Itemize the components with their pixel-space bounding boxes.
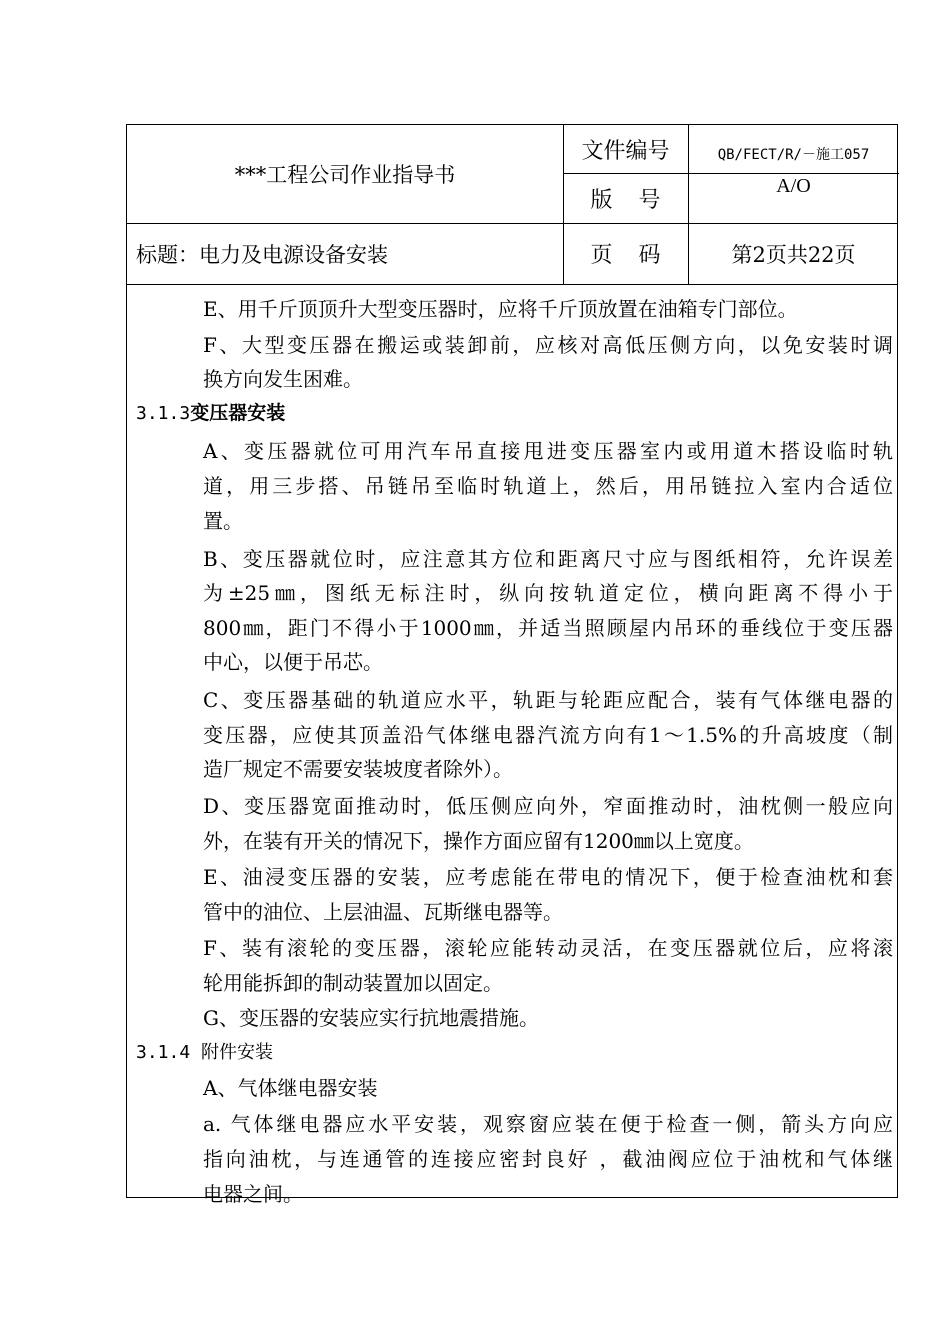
section-heading: 3.1.4 附件安装	[136, 1042, 274, 1063]
text-line: 为±25㎜，图纸无标注时，纵向按轨道定位，横向距离不得小于	[203, 581, 893, 605]
text-line: D、变压器宽面推动时，低压侧应向外，窄面推动时，油枕侧一般应向	[203, 794, 893, 818]
section-heading	[136, 398, 888, 425]
header-table	[127, 125, 897, 284]
version-value: A/O	[776, 175, 811, 197]
text-line: a. 气体继电器应水平安装，观察窗应装在便于检查一侧，箭头方向应	[203, 1112, 893, 1136]
text-line: B、变压器就位时，应注意其方位和距离尺寸应与图纸相符，允许误差	[203, 547, 893, 571]
text-line: 变压器，应使其顶盖沿气体继电器汽流方向有1～1.5%的升高坡度（制	[203, 723, 893, 747]
text-line: 换方向发生困难。	[203, 367, 363, 391]
text-line: 管中的油位、上层油温、瓦斯继电器等。	[203, 900, 563, 924]
text-line: 800㎜，距门不得小于1000㎜，并适当照顾屋内吊环的垂线位于变压器	[203, 616, 893, 640]
doc-no-value: QB/FECT/R/－施工057	[717, 146, 870, 163]
text-line: 中心，以便于吊芯。	[203, 650, 383, 674]
company-title: ***工程公司作业指导书	[234, 163, 456, 187]
text-line: 轮用能拆卸的制动装置加以固定。	[203, 971, 503, 995]
text-line: E、油浸变压器的安装，应考虑能在带电的情况下，便于检查油枕和套	[203, 865, 893, 889]
document-sheet	[126, 124, 898, 1206]
doc-no-label: 文件编号	[581, 138, 670, 164]
text-line: 道，用三步搭、吊链吊至临时轨道上，然后，用吊链拉入室内合适位	[203, 474, 893, 498]
text-line: 电器之间。	[203, 1182, 303, 1206]
text-line: F、大型变压器在搬运或装卸前，应核对高低压侧方向，以免安装时调	[203, 333, 893, 357]
page-number: 第2页共22页	[731, 242, 856, 267]
page-label: 页码	[590, 243, 687, 268]
text-line: G、变压器的安装应实行抗地震措施。	[203, 1006, 539, 1030]
divider	[127, 284, 897, 285]
version-label: 版号	[590, 187, 687, 213]
text-line: 指向油枕，与连通管的连接应密封良好 ，截油阀应位于油枕和气体继	[203, 1147, 893, 1171]
text-line: 置。	[203, 509, 243, 533]
section-title: 变压器安装	[190, 402, 286, 424]
doc-title: 标题：电力及电源设备安装	[136, 242, 388, 267]
text-line: 外，在装有开关的情况下，操作方面应留有1200㎜以上宽度。	[203, 829, 754, 853]
text-line: A、气体继电器安装	[203, 1076, 378, 1100]
text-line: 造厂规定不需要安装坡度者除外）。	[203, 757, 513, 781]
text-line: A、变压器就位可用汽车吊直接甩进变压器室内或用道木搭设临时轨	[203, 439, 893, 463]
section-number: 3.1.3	[136, 403, 191, 424]
text-line: C、变压器基础的轨道应水平，轨距与轮距应配合，装有气体继电器的	[203, 688, 893, 712]
text-line: E、用千斤顶顶升大型变压器时，应将千斤顶放置在油箱专门部位。	[203, 297, 798, 321]
text-line: F、装有滚轮的变压器，滚轮应能转动灵活，在变压器就位后，应将滚	[203, 936, 893, 960]
